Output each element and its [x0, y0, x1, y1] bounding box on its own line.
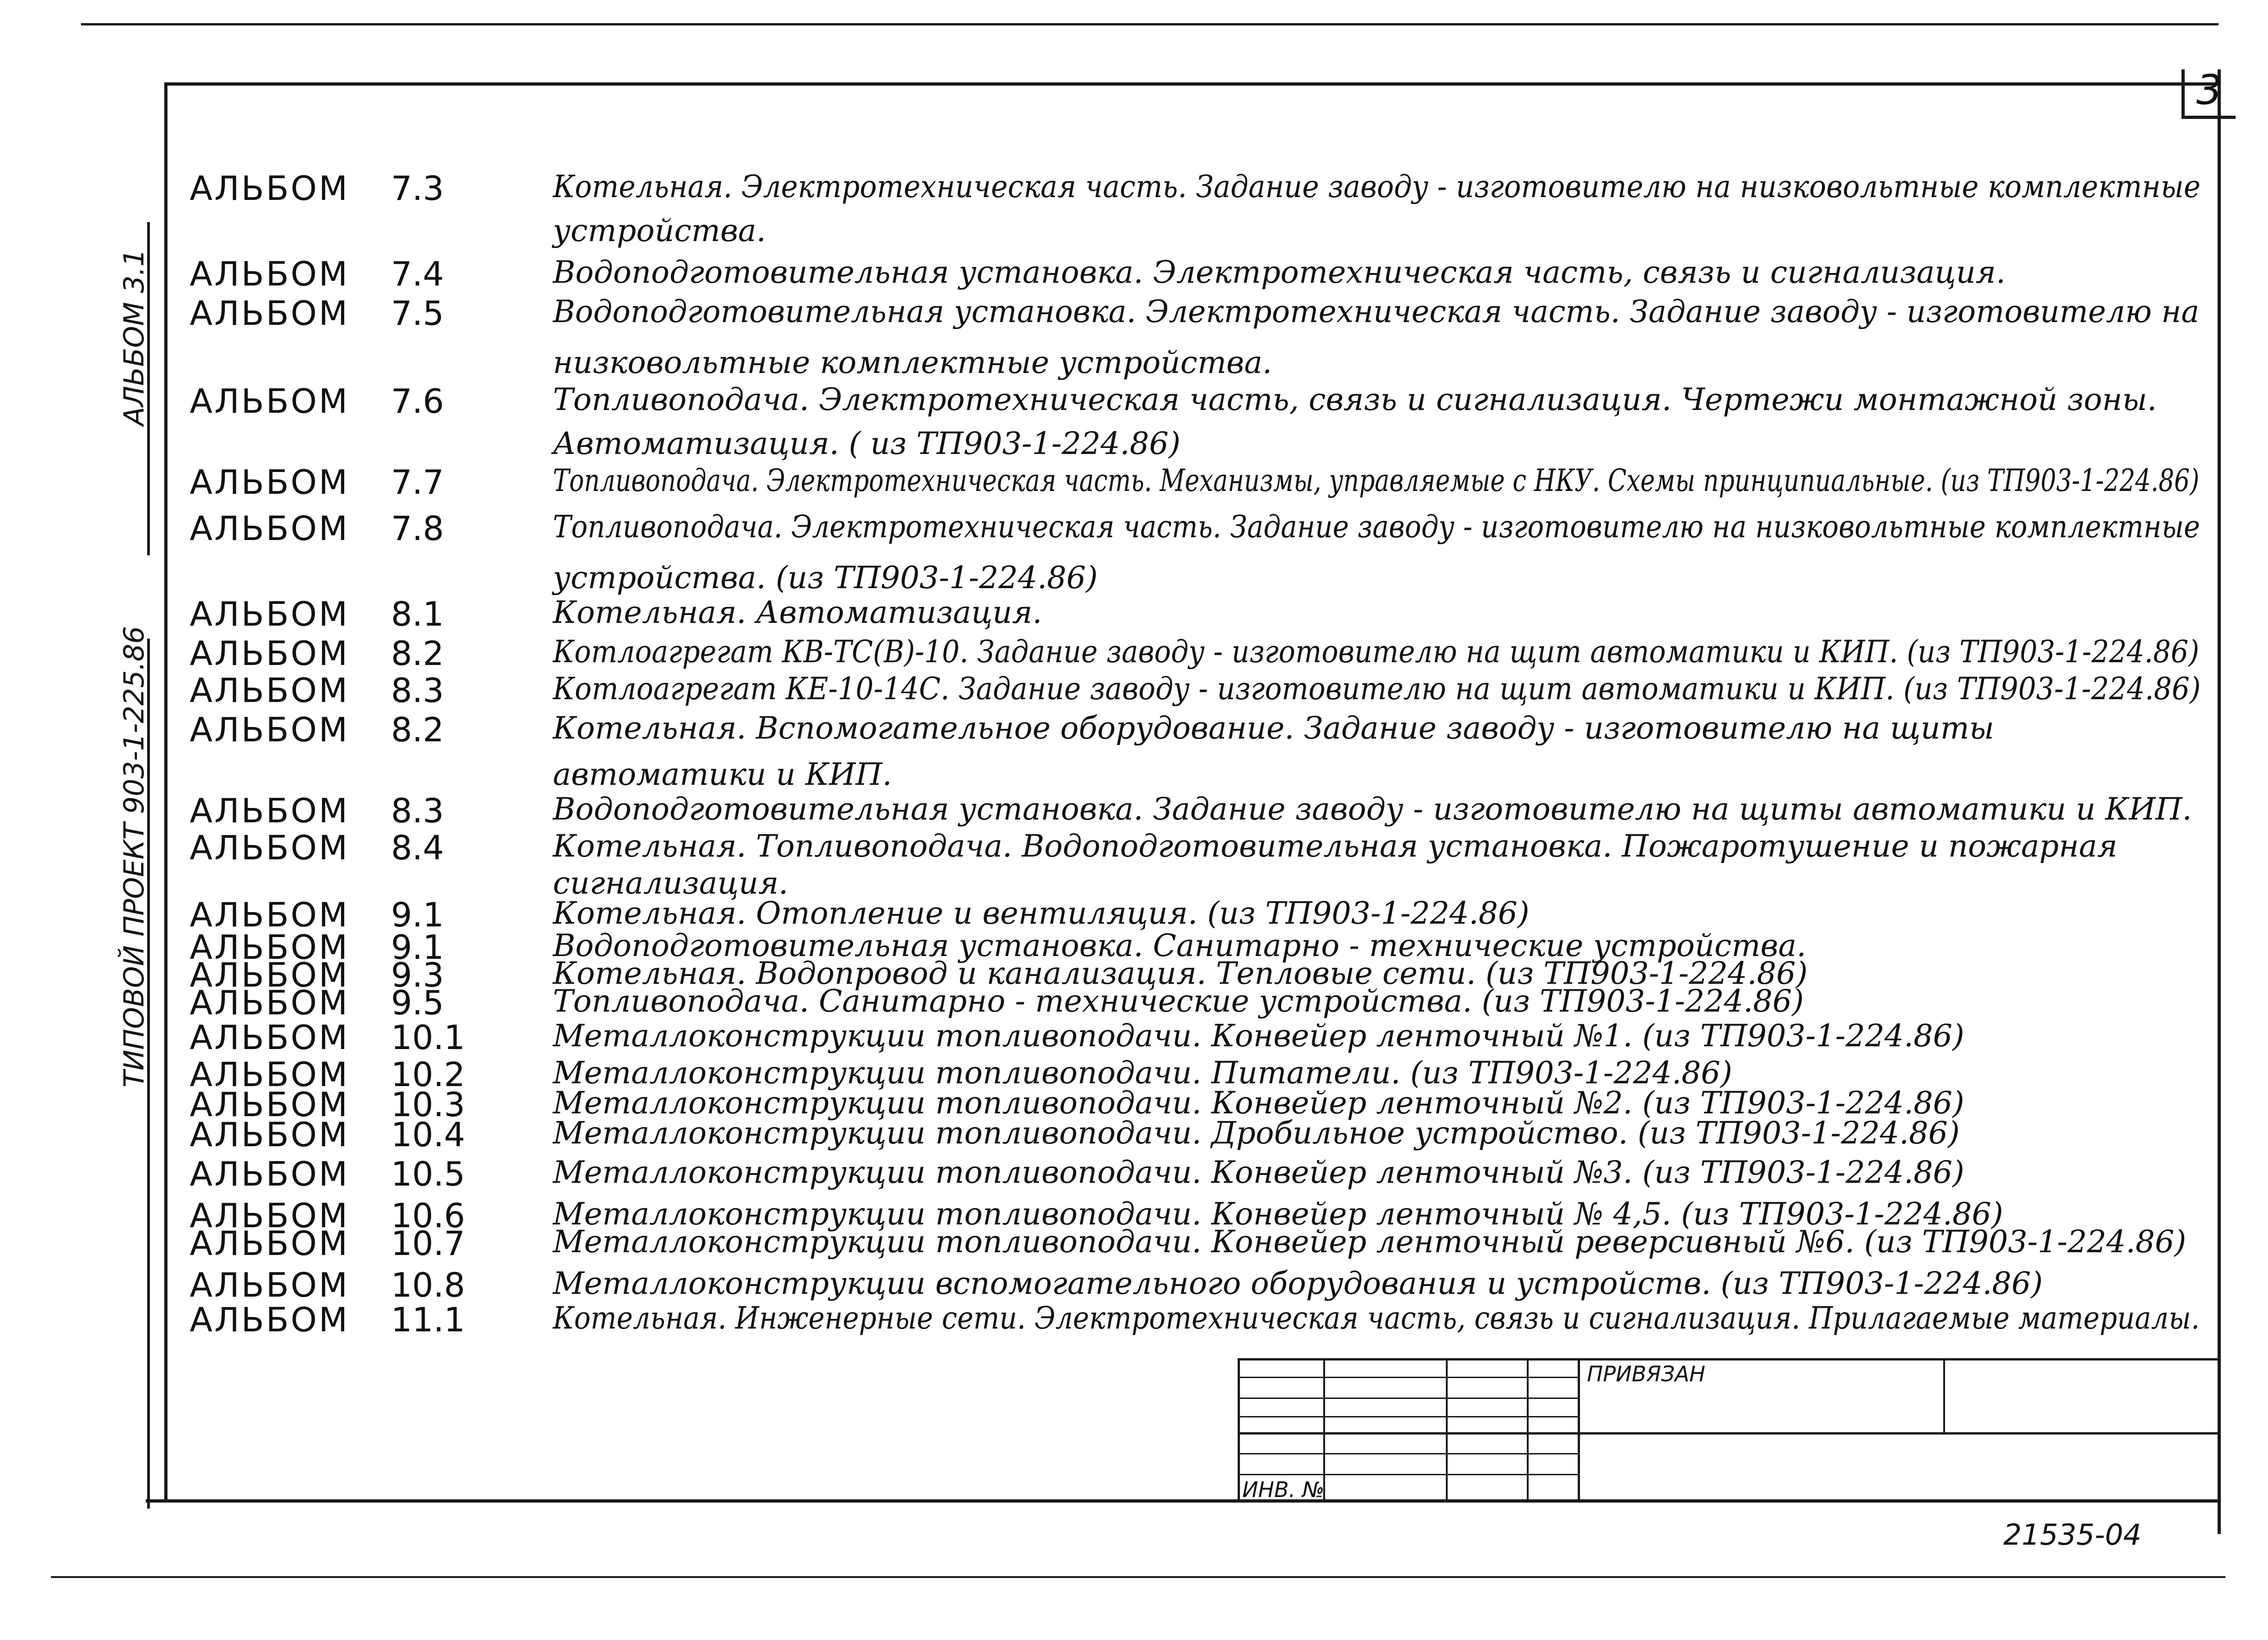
- stamp-col-2: [1446, 1358, 1448, 1502]
- album-number: 10.7: [391, 1224, 465, 1263]
- album-number: 11.1: [391, 1300, 465, 1339]
- album-kind: АЛЬБОМ: [190, 1055, 349, 1094]
- album-number: 10.1: [391, 1018, 465, 1057]
- album-description-line: Топливоподача. Электротехническая часть. Задание заводу - изготовителю на низковольтные комплектные: [553, 509, 2200, 545]
- album-kind: АЛЬБОМ: [190, 895, 349, 934]
- album-description-line: Котельная. Топливоподача. Водоподготовительная установка. Пожаротушение и пожарная: [553, 828, 2118, 864]
- album-kind: АЛЬБОМ: [190, 671, 349, 710]
- sheet-number: 3: [2196, 66, 2222, 114]
- stamp-row-2: [1238, 1398, 1578, 1399]
- stamp-inventory-label: ИНВ. №: [1242, 1477, 1325, 1502]
- album-number: 10.3: [391, 1085, 465, 1124]
- album-description-line: Котлоагрегат КВ-ТС(В)-10. Задание заводу - изготовителю на щит автоматики и КИП. (из ТП903-1-224.86): [553, 634, 2200, 670]
- album-description-line: Топливоподача. Электротехническая часть, связь и сигнализация. Чертежи монтажной зоны.: [553, 382, 2157, 417]
- album-description-line: Котлоагрегат КЕ-10-14С. Задание заводу - изготовителю на щит автоматики и КИП. (из ТП903-1-224.86): [553, 671, 2201, 707]
- album-description-line: Топливоподача. Санитарно - технические устройства. (из ТП903-1-224.86): [553, 983, 1804, 1019]
- album-number: 7.3: [391, 169, 444, 208]
- album-description-line: низковольтные комплектные устройства.: [553, 345, 1272, 380]
- stamp-row-3: [1238, 1416, 1578, 1417]
- album-description-line: Котельная. Водопровод и канализация. Тепловые сети. (из ТП903-1-224.86): [553, 956, 1808, 991]
- album-number: 10.4: [391, 1115, 465, 1154]
- album-number: 10.5: [391, 1155, 465, 1193]
- album-number: 9.3: [391, 956, 444, 994]
- stamp-col-5: [1943, 1358, 1945, 1432]
- album-number: 10.6: [391, 1196, 465, 1235]
- stamp-col-4: [1578, 1358, 1580, 1502]
- album-kind: АЛЬБОМ: [190, 169, 349, 208]
- album-description-line: Металлоконструкции топливоподачи. Конвейер ленточный реверсивный №6. (из ТП903-1-224.86): [553, 1224, 2187, 1260]
- album-number: 7.7: [391, 463, 444, 502]
- bottom-edge-line: [51, 1576, 2225, 1578]
- album-description-line: Котельная. Инженерные сети. Электротехническая часть, связь и сигнализация. Прилагаемые материалы.: [553, 1300, 2200, 1336]
- album-description-line: Котельная. Автоматизация.: [553, 595, 1042, 630]
- album-description-line: Автоматизация. ( из ТП903-1-224.86): [553, 426, 1181, 461]
- album-description-line: сигнализация.: [553, 865, 788, 901]
- album-kind: АЛЬБОМ: [190, 634, 349, 673]
- album-number: 9.5: [391, 983, 444, 1022]
- album-description-line: Котельная. Отопление и вентиляция. (из ТП903-1-224.86): [553, 895, 1530, 931]
- album-kind: АЛЬБОМ: [190, 1115, 349, 1154]
- album-number: 10.2: [391, 1055, 465, 1094]
- album-number: 7.8: [391, 509, 444, 548]
- album-number: 7.4: [391, 255, 444, 293]
- album-kind: АЛЬБОМ: [190, 1018, 349, 1057]
- album-number: 8.1: [391, 595, 444, 634]
- album-description-line: Котельная. Вспомогательное оборудование. Задание заводу - изготовителю на щиты: [553, 710, 1995, 746]
- album-description-line: автоматики и КИП.: [553, 757, 892, 792]
- album-number: 8.4: [391, 828, 444, 867]
- side-project-label: ТИПОВОЙ ПРОЕКТ 903-1-225.86: [118, 626, 150, 1087]
- album-kind: АЛЬБОМ: [190, 1266, 349, 1305]
- album-kind: АЛЬБОМ: [190, 382, 349, 421]
- album-kind: АЛЬБОМ: [190, 1196, 349, 1235]
- album-kind: АЛЬБОМ: [190, 595, 349, 634]
- stamp-row-1: [1238, 1377, 1578, 1378]
- stamp-col-3: [1527, 1358, 1529, 1502]
- album-description-line: Металлоконструкции топливоподачи. Конвейер ленточный №2. (из ТП903-1-224.86): [553, 1085, 1964, 1121]
- album-number: 8.2: [391, 634, 444, 673]
- album-description-line: Водоподготовительная установка. Электротехническая часть, связь и сигнализация.: [553, 255, 2006, 290]
- frame-bottom-border: [146, 1499, 2221, 1503]
- album-number: 8.3: [391, 671, 444, 710]
- frame-right-border: [2218, 69, 2221, 1534]
- album-description-line: Водоподготовительная установка. Электротехническая часть. Задание заводу - изготовителю на: [553, 294, 2200, 329]
- album-kind: АЛЬБОМ: [190, 791, 349, 830]
- stamp-row-5: [1238, 1453, 1578, 1454]
- album-description-line: Металлоконструкции топливоподачи. Питатели. (из ТП903-1-224.86): [553, 1055, 1733, 1091]
- stamp-attached-label: ПРИВЯЗАН: [1587, 1361, 1705, 1386]
- album-kind: АЛЬБОМ: [190, 828, 349, 867]
- album-number: 9.1: [391, 895, 444, 934]
- album-kind: АЛЬБОМ: [190, 463, 349, 502]
- album-kind: АЛЬБОМ: [190, 1155, 349, 1193]
- album-number: 10.8: [391, 1266, 465, 1305]
- album-kind: АЛЬБОМ: [190, 928, 349, 967]
- album-number: 7.5: [391, 294, 444, 333]
- album-number: 8.3: [391, 791, 444, 830]
- album-description-line: Металлоконструкции топливоподачи. Конвейер ленточный № 4,5. (из ТП903-1-224.86): [553, 1196, 2003, 1232]
- album-description-line: устройства. (из ТП903-1-224.86): [553, 560, 1098, 596]
- album-kind: АЛЬБОМ: [190, 710, 349, 749]
- stamp-left: [1238, 1358, 1240, 1502]
- album-kind: АЛЬБОМ: [190, 956, 349, 994]
- album-description-line: Металлоконструкции топливоподачи. Конвейер ленточный №3. (из ТП903-1-224.86): [553, 1155, 1964, 1190]
- album-kind: АЛЬБОМ: [190, 255, 349, 293]
- album-kind: АЛЬБОМ: [190, 509, 349, 548]
- album-number: 9.1: [391, 928, 444, 967]
- album-kind: АЛЬБОМ: [190, 1224, 349, 1263]
- album-description-line: Металлоконструкции вспомогательного оборудования и устройств. (из ТП903-1-224.86): [553, 1266, 2043, 1301]
- album-kind: АЛЬБОМ: [190, 1300, 349, 1339]
- frame-top-border: [164, 82, 2221, 86]
- top-edge-line: [81, 23, 2218, 25]
- album-description-line: Водоподготовительная установка. Задание заводу - изготовителю на щиты автоматики и КИП.: [553, 791, 2192, 827]
- album-kind: АЛЬБОМ: [190, 1085, 349, 1124]
- stamp-row-6: [1238, 1474, 1578, 1475]
- album-description-line: Топливоподача. Электротехническая часть. Механизмы, управляемые с НКУ. Схемы принципиальные. (из ТП903-1-224.86): [553, 463, 2200, 498]
- album-description-line: Котельная. Электротехническая часть. Задание заводу - изготовителю на низковольтные комплектные: [553, 169, 2201, 205]
- document-code: 21535-04: [2003, 1518, 2142, 1552]
- album-description-line: Водоподготовительная установка. Санитарно - технические устройства.: [553, 928, 1806, 963]
- stamp-row-4: [1238, 1432, 2218, 1435]
- album-kind: АЛЬБОМ: [190, 983, 349, 1022]
- album-description-line: устройства.: [553, 213, 766, 248]
- album-description-line: Металлоконструкции топливоподачи. Конвейер ленточный №1. (из ТП903-1-224.86): [553, 1018, 1964, 1054]
- stamp-outer-top: [1238, 1358, 2218, 1360]
- album-kind: АЛЬБОМ: [190, 294, 349, 333]
- album-number: 7.6: [391, 382, 444, 421]
- album-number: 8.2: [391, 710, 444, 749]
- album-description-line: Металлоконструкции топливоподачи. Дробильное устройство. (из ТП903-1-224.86): [553, 1115, 1960, 1151]
- frame-left-border: [164, 82, 167, 1501]
- side-album-label: АЛЬБОМ 3.1: [118, 249, 150, 426]
